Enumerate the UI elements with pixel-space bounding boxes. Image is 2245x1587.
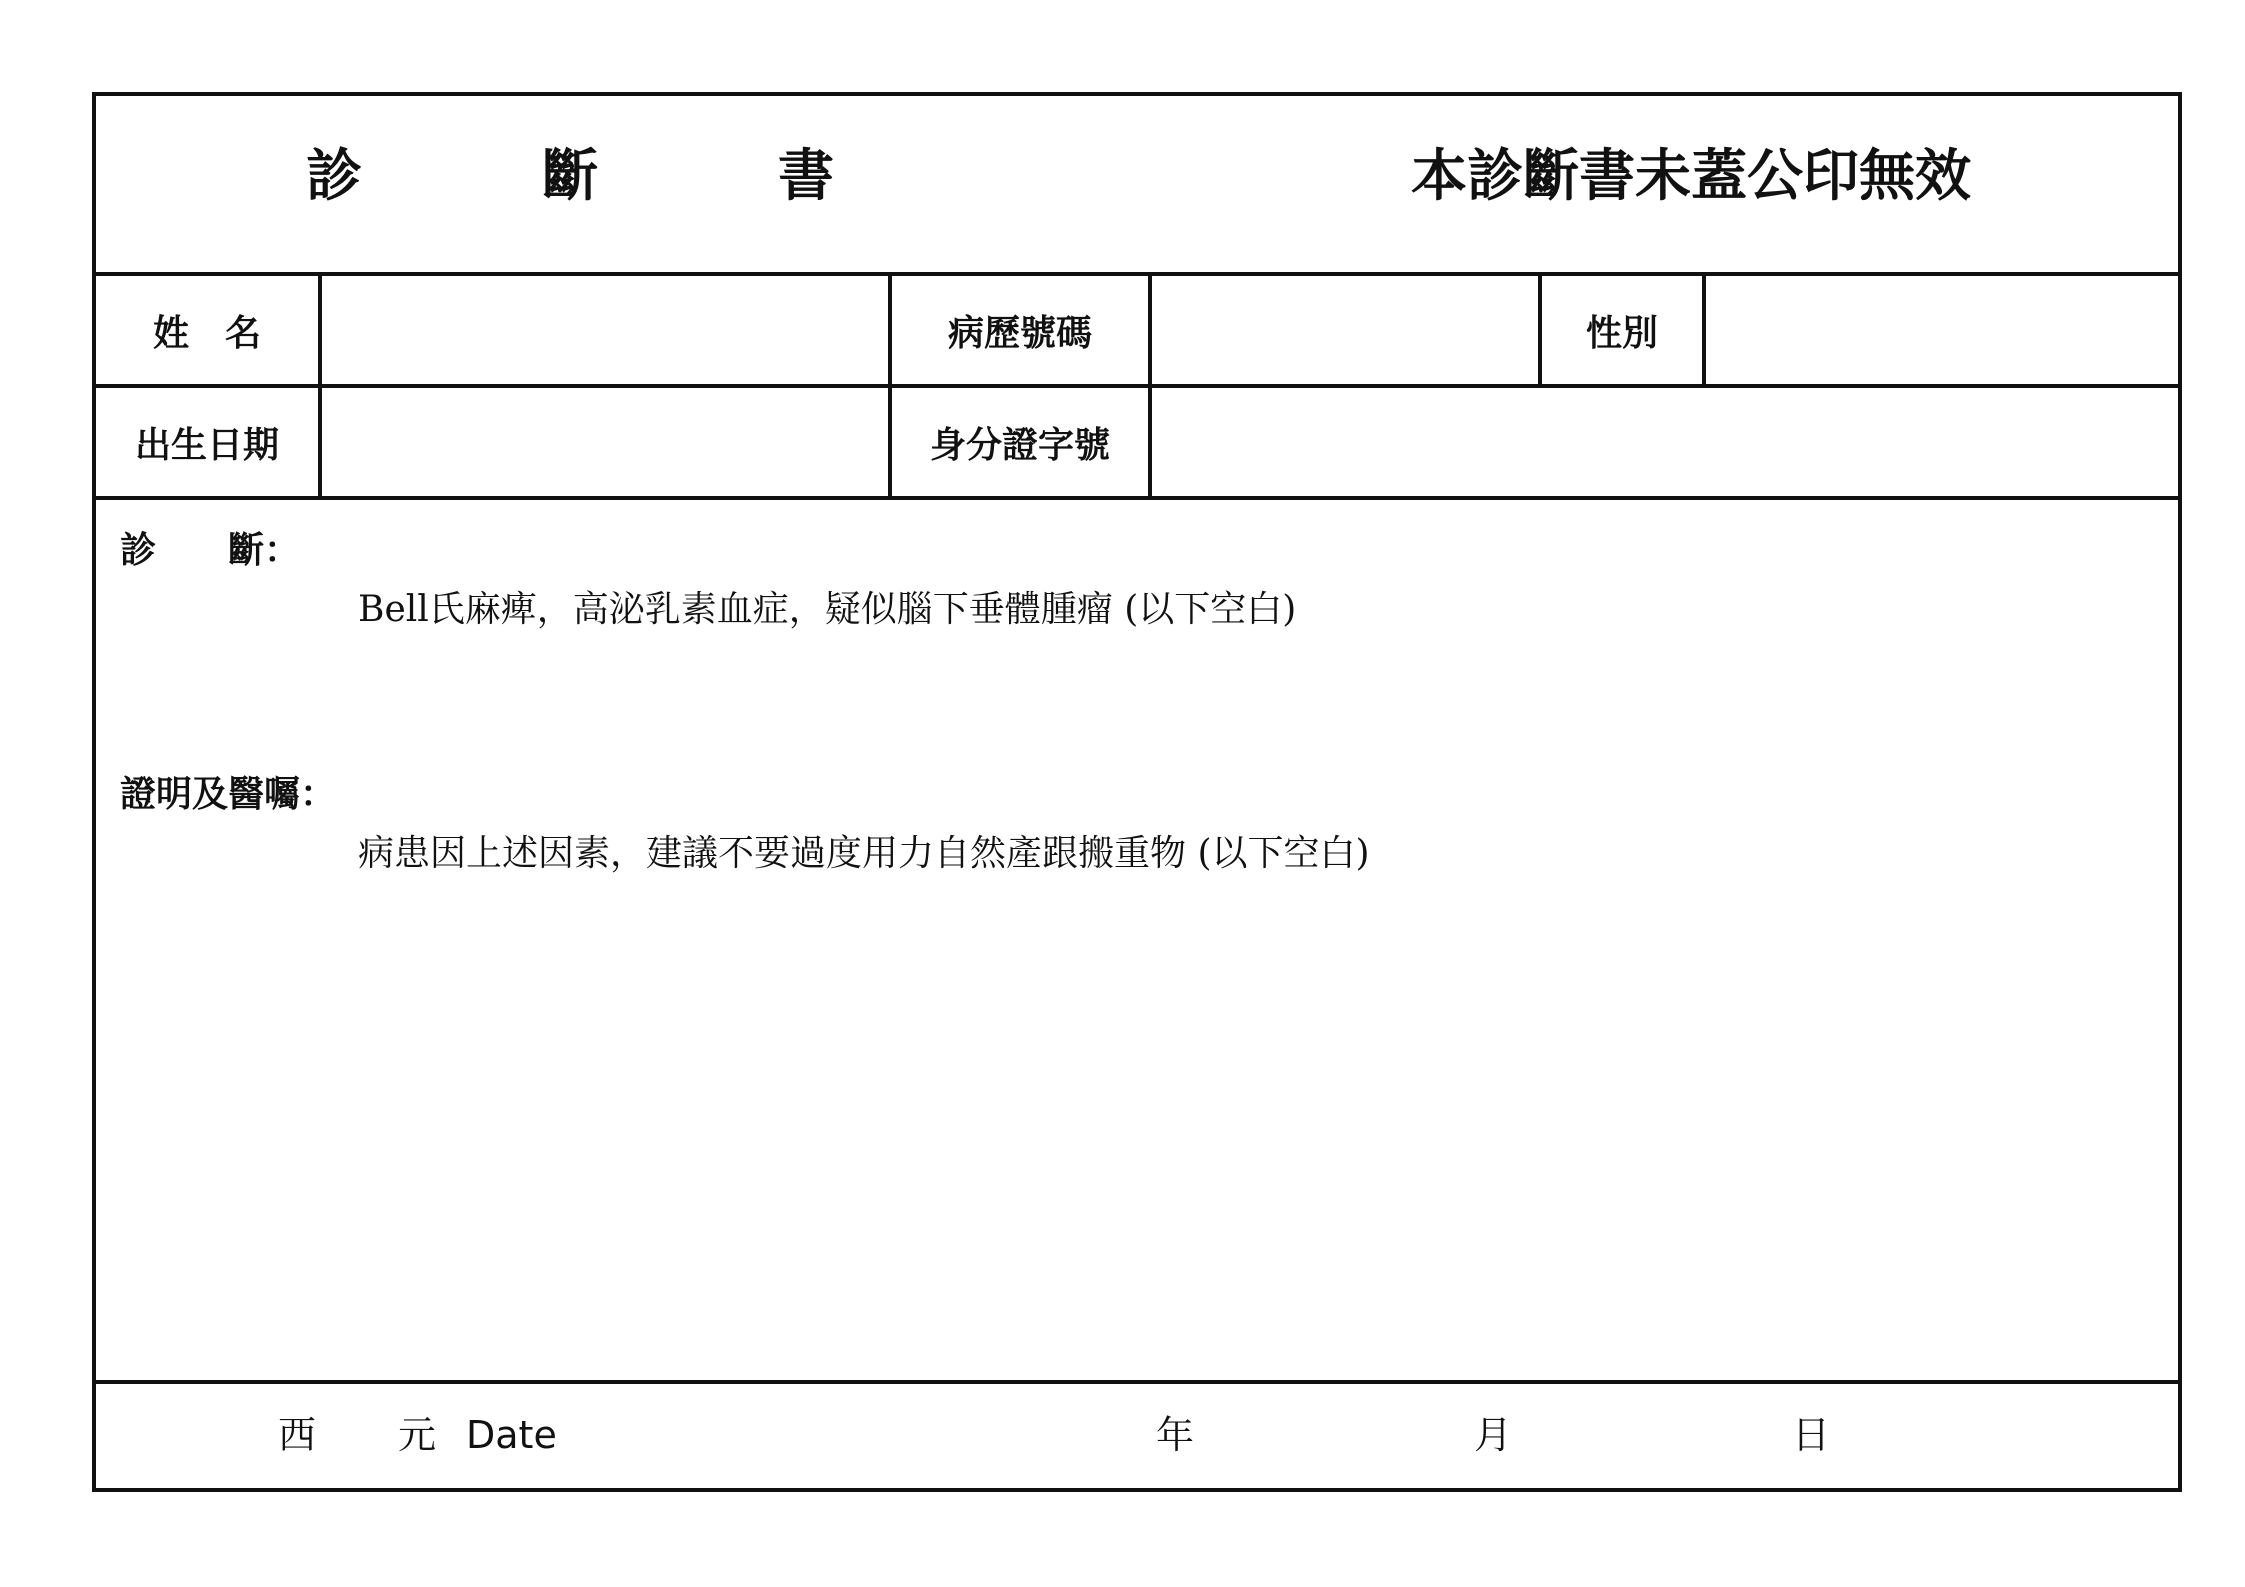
month-label: 月 xyxy=(1474,1413,1513,1457)
sex-field[interactable] xyxy=(1706,276,2182,384)
name-label: 姓 名 xyxy=(152,311,261,354)
record-number-label: 病歷號碼 xyxy=(947,311,1092,354)
divider-row2 xyxy=(96,496,2178,500)
id-number-field[interactable] xyxy=(1152,388,2178,496)
diagnosis-label: 診 斷： xyxy=(120,529,301,571)
date-prefix-xi: 西 xyxy=(278,1413,317,1457)
name-field[interactable] xyxy=(322,276,888,384)
birth-date-label: 出生日期 xyxy=(134,423,279,466)
sex-label: 性別 xyxy=(1585,311,1658,354)
birth-date-field[interactable] xyxy=(322,388,888,496)
day-label: 日 xyxy=(1792,1413,1831,1457)
advice-label: 證明及醫囑： xyxy=(120,773,337,815)
seal-notice: 本診斷書未蓋公印無效 xyxy=(1411,143,1971,209)
year-label: 年 xyxy=(1156,1413,1195,1457)
date-prefix-yuan: 元 xyxy=(398,1413,437,1457)
id-number-label: 身分證字號 xyxy=(929,423,1110,466)
advice-text: 病患因上述因素，建議不要過度用力自然產跟搬重物 (以下空白) xyxy=(358,833,1370,874)
divider-date xyxy=(96,1380,2178,1384)
date-label: Date xyxy=(466,1413,557,1457)
diagnosis-text: Bell氏麻痺，高泌乳素血症，疑似腦下垂體腫瘤 (以下空白) xyxy=(358,589,1297,630)
record-number-field[interactable] xyxy=(1152,276,1538,384)
form-title: 診 斷 書 xyxy=(306,143,896,209)
diagnosis-certificate-form xyxy=(92,92,2182,1492)
